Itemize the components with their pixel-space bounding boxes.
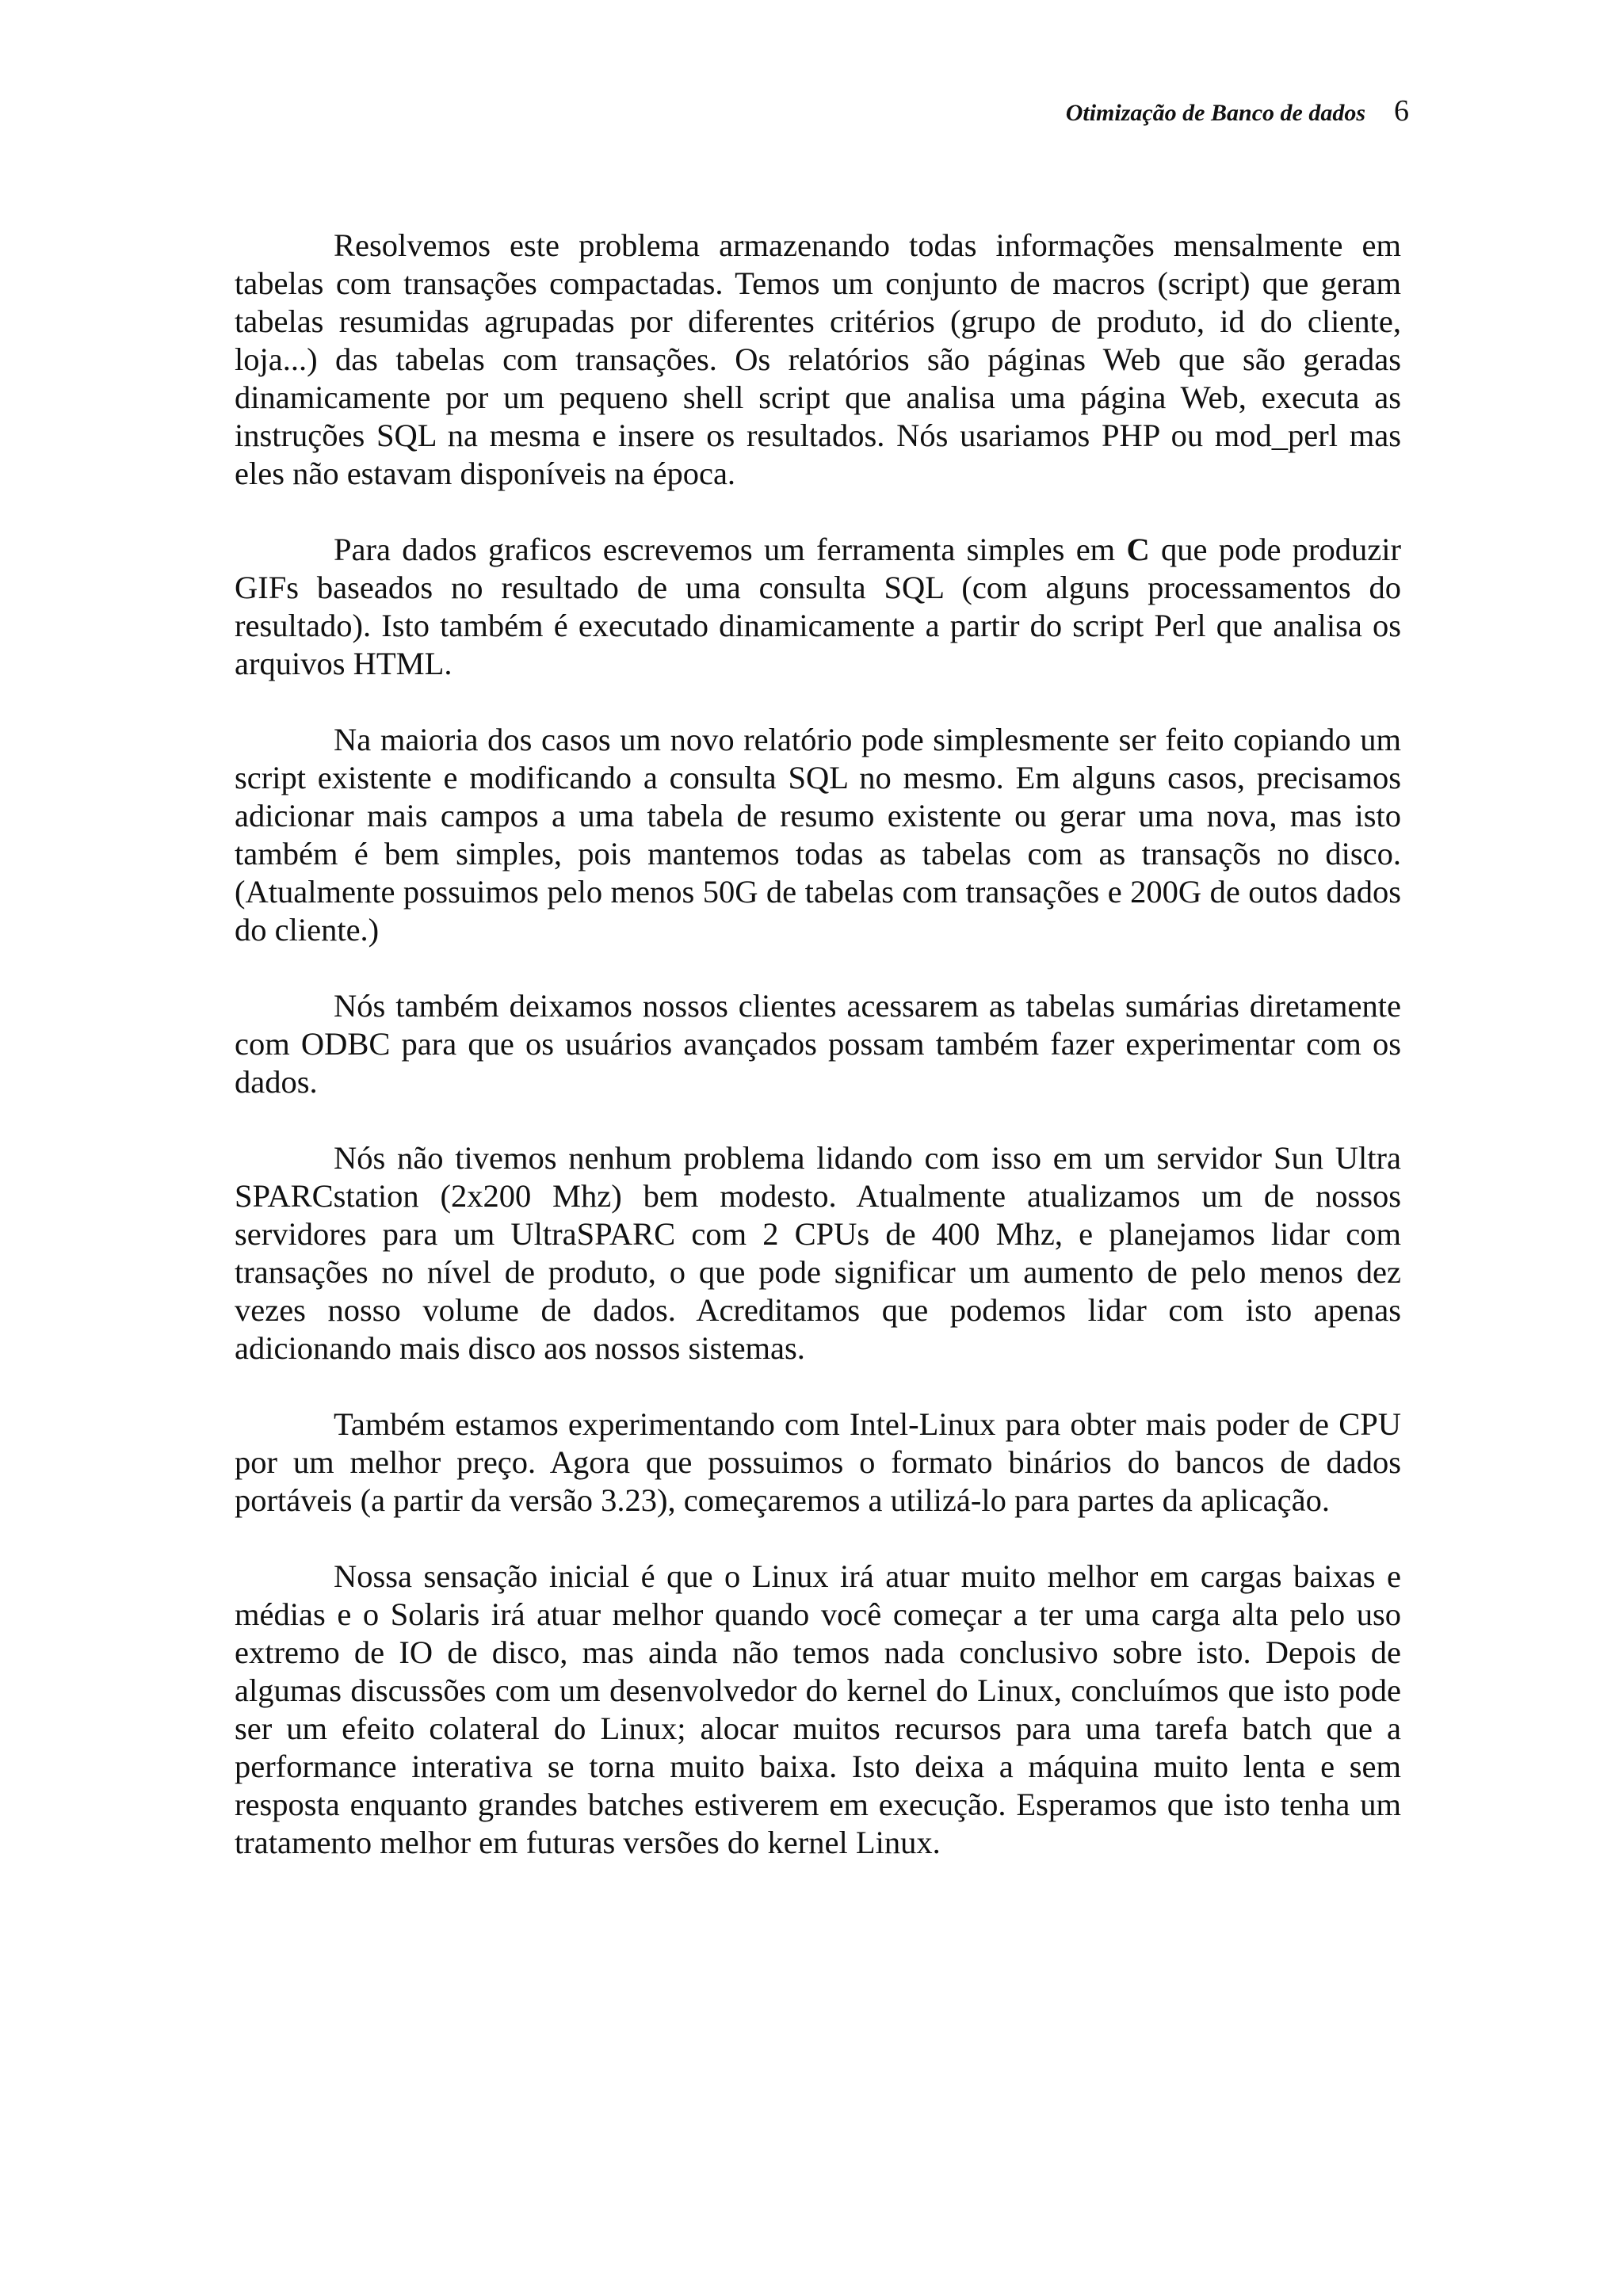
paragraph-6: Também estamos experimentando com Intel-Linux para obter mais poder de CPU por um melhor preço. Agora que possuimos o formato binários do bancos de dados portáveis (a partir da versão 3.23), começaremos a utilizá-lo para partes da aplicação. [235,1406,1401,1518]
bold-c-term: C [1126,532,1150,567]
running-header-title: Otimização de Banco de dados [1065,100,1365,126]
paragraph-7: Nossa sensação inicial é que o Linux irá atuar muito melhor em cargas baixas e médias e o Solaris irá atuar melhor quando você começar a ter uma carga alta pelo uso extremo de IO de disco, mas ainda não temos nada conclusivo sobre isto. Depois de algumas discussões com um desenvolvedor do kernel do Linux, concluímos que isto pode ser um efeito colateral do Linux; alocar muitos recursos para uma tarefa batch que a performance interativa se torna muito baixa. Isto deixa a máquina muito lenta e sem resposta enquanto grandes batches estiverem em execução. Esperamos que isto tenha um tratamento melhor em futuras versões do kernel Linux. [235,1558,1401,1860]
paragraph-2-text-start: Para dados graficos escrevemos um ferramenta simples em [334,532,1127,567]
paragraph-3: Na maioria dos casos um novo relatório pode simplesmente ser feito copiando um script existente e modificando a consulta SQL no mesmo. Em alguns casos, precisamos adicionar mais campos a uma tabela de resumo existente ou gerar uma nova, mas isto também é bem simples, pois mantemos todas as tabelas com as transaçõs no disco. (Atualmente possuimos pelo menos 50G de tabelas com transações e 200G de outos dados do cliente.) [235,722,1401,948]
page-number: 6 [1394,94,1409,128]
page-header [1066,93,1409,128]
body-text [235,227,1401,1900]
paragraph-4: Nós também deixamos nossos clientes acessarem as tabelas sumárias diretamente com ODBC para que os usuários avançados possam também fazer experimentar com os dados. [235,988,1401,1100]
paragraph-5: Nós não tivemos nenhum problema lidando com isso em um servidor Sun Ultra SPARCstation (2x200 Mhz) bem modesto. Atualmente atualizamos um de nossos servidores para um UltraSPARC com 2 CPUs de 400 Mhz, e planejamos lidar com transações no nível de produto, o que pode significar um aumento de pelo menos dez vezes nosso volume de dados. Acreditamos que podemos lidar com isto apenas adicionando mais disco aos nossos sistemas. [235,1140,1401,1366]
paragraph-2-text-end: que pode produzir GIFs baseados no resultado de uma consulta SQL (com alguns processamentos do resultado). Isto também é executado dinamicamente a partir do script Perl que analisa os arquivos HTML. [235,532,1402,681]
paragraph-1: Resolvemos este problema armazenando todas informações mensalmente em tabelas com transações compactadas. Temos um conjunto de macros (script) que geram tabelas resumidas agrupadas por diferentes critérios (grupo de produto, id do cliente, loja...) das tabelas com transações. Os relatórios são páginas Web que são geradas dinamicamente por um pequeno shell script que analisa uma página Web, executa as instruções SQL na mesma e insere os resultados. Nós usariamos PHP ou mod_perl mas eles não estavam disponíveis na época. [235,227,1401,491]
paragraph-2 [235,531,1401,683]
